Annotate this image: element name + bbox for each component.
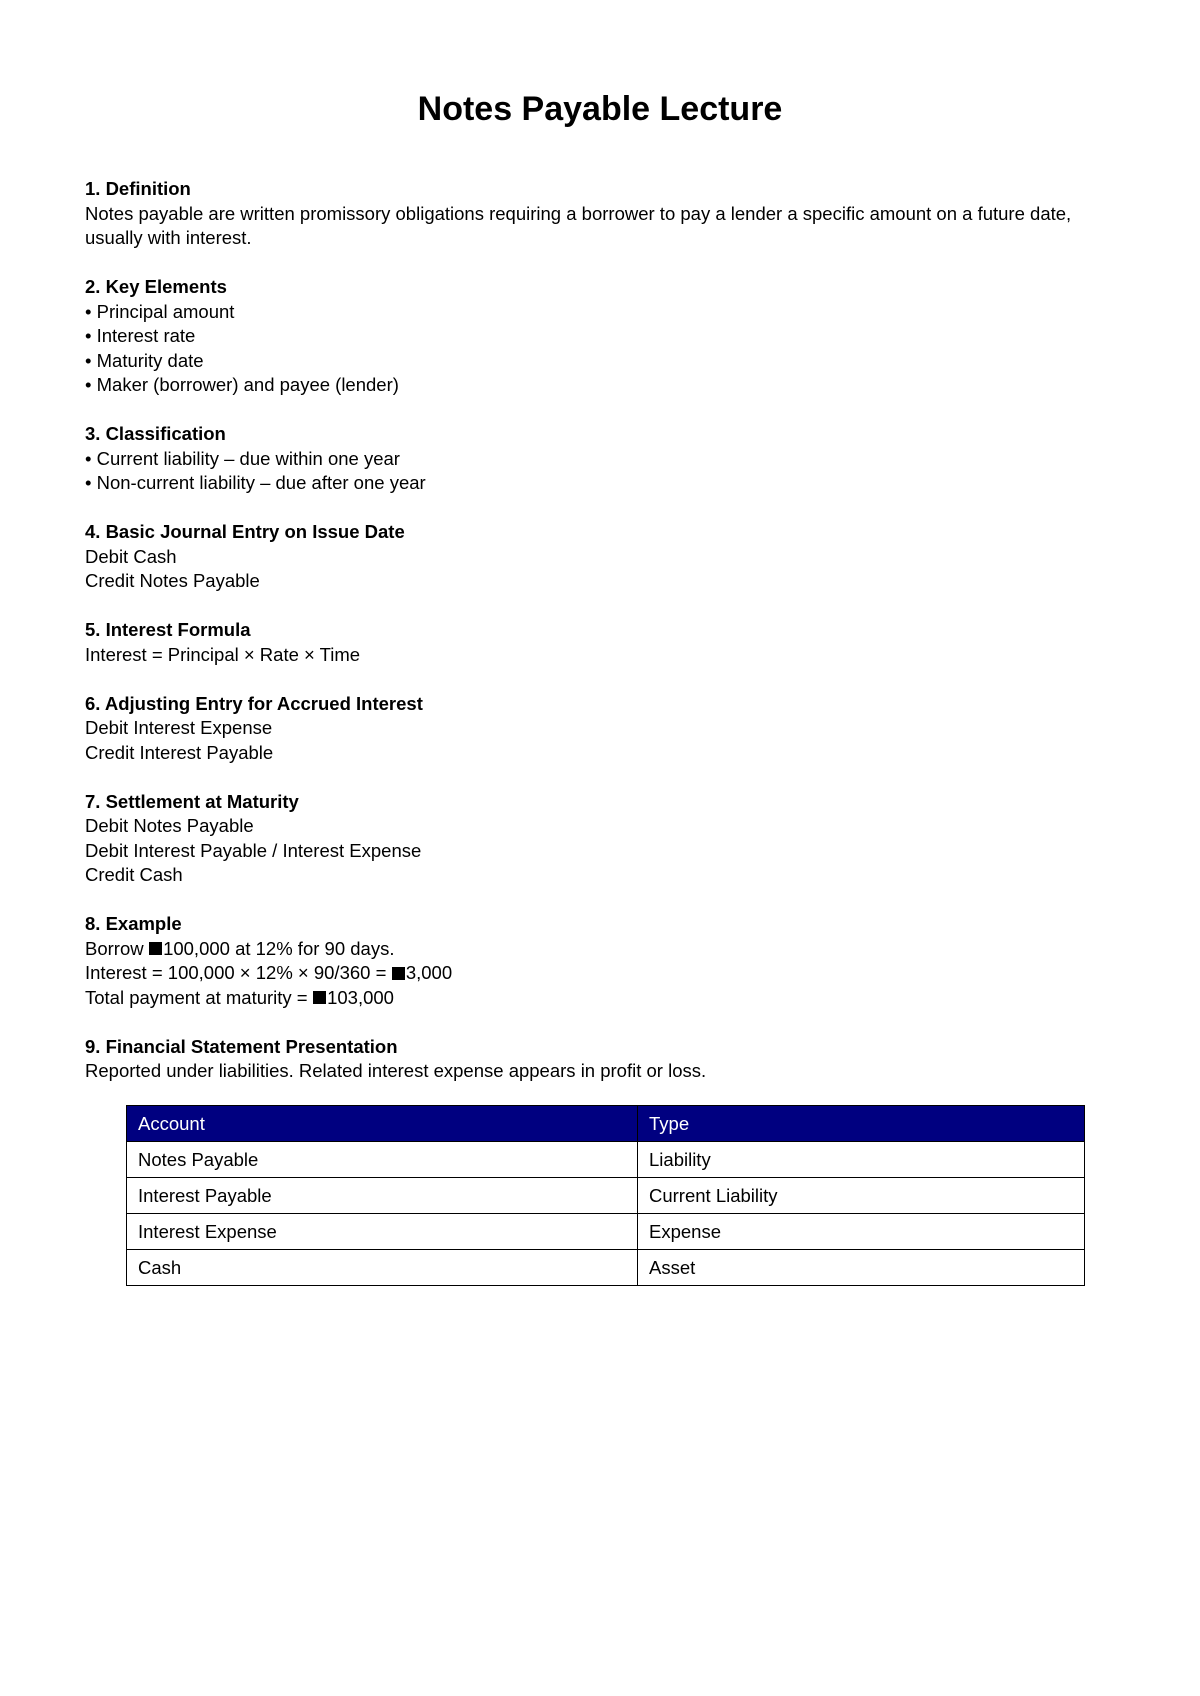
example-line [85, 937, 1115, 962]
example-text: Total payment at maturity = [85, 986, 313, 1008]
section-journal-entry [85, 520, 1115, 594]
table-row [127, 1177, 1085, 1213]
accounts-table-wrapper [126, 1105, 1085, 1286]
entry-line: Debit Interest Payable / Interest Expense [85, 839, 422, 861]
example-text: Interest = 100,000 × 12% × 90/360 = [85, 962, 392, 983]
section-heading: 4. Basic Journal Entry on Issue Date [85, 521, 405, 542]
example-text: 3,000 [405, 962, 453, 983]
section-heading: 6. Adjusting Entry for Accrued Interest [85, 692, 423, 714]
example-text: 103,000 [327, 986, 394, 1008]
entry-line: Credit Cash [85, 864, 183, 885]
section-heading: 8. Example [85, 913, 182, 934]
type-cell: Current Liability [638, 1177, 1085, 1213]
account-cell: Notes Payable [127, 1141, 638, 1177]
entry-line: Credit Notes Payable [85, 570, 260, 591]
section-heading: 7. Settlement at Maturity [85, 790, 299, 812]
section-presentation [85, 1035, 1115, 1084]
section-heading: 2. Key Elements [85, 276, 227, 297]
account-cell: Interest Expense [127, 1213, 638, 1249]
section-paragraph: Reported under liabilities. Related interest expense appears in profit or loss. [85, 1060, 707, 1081]
document-body [85, 177, 1115, 1286]
bullet-item: • Maker (borrower) and payee (lender) [85, 374, 399, 395]
type-cell: Liability [638, 1141, 1085, 1177]
section-classification [85, 422, 1115, 496]
entry-line: Credit Interest Payable [85, 741, 274, 763]
section-key-elements [85, 275, 1115, 398]
section-heading: 3. Classification [85, 423, 226, 444]
table-header-row [127, 1105, 1085, 1141]
example-line [85, 961, 1115, 986]
section-settlement [85, 790, 1115, 888]
accounts-table [126, 1105, 1085, 1286]
column-header-type: Type [638, 1105, 1085, 1141]
type-cell: Asset [638, 1249, 1085, 1285]
section-definition [85, 177, 1115, 251]
example-text: 100,000 at 12% for 90 days. [163, 937, 395, 959]
section-adjusting-entry [85, 692, 1115, 766]
type-cell: Expense [638, 1213, 1085, 1249]
bullet-item: • Maturity date [85, 349, 204, 371]
document-title: Notes Payable Lecture [417, 90, 783, 128]
example-text: Borrow [85, 937, 149, 959]
section-interest-formula [85, 618, 1115, 667]
table-row [127, 1141, 1085, 1177]
formula-line: Interest = Principal × Rate × Time [85, 643, 361, 665]
section-heading: 1. Definition [85, 178, 191, 199]
account-cell: Cash [127, 1249, 638, 1285]
table-row [127, 1213, 1085, 1249]
section-example [85, 912, 1115, 1010]
column-header-account: Account [127, 1105, 638, 1141]
bullet-item: • Current liability – due within one year [85, 447, 400, 469]
example-line [85, 986, 1115, 1011]
section-paragraph: Notes payable are written promissory obligations requiring a borrower to pay a lender a specific amount on a future date, usually with interest. [85, 202, 1072, 248]
table-row [127, 1249, 1085, 1285]
bullet-item: • Principal amount [85, 300, 235, 322]
currency-square-icon [149, 942, 162, 955]
entry-line: Debit Cash [85, 545, 177, 567]
currency-square-icon [392, 967, 405, 980]
section-heading: 5. Interest Formula [85, 619, 251, 640]
bullet-item: • Interest rate [85, 325, 196, 346]
account-cell: Interest Payable [127, 1177, 638, 1213]
bullet-item: • Non-current liability – due after one year [85, 472, 426, 493]
entry-line: Debit Interest Expense [85, 717, 273, 738]
entry-line: Debit Notes Payable [85, 815, 254, 836]
section-heading: 9. Financial Statement Presentation [85, 1035, 398, 1057]
currency-square-icon [313, 991, 326, 1004]
